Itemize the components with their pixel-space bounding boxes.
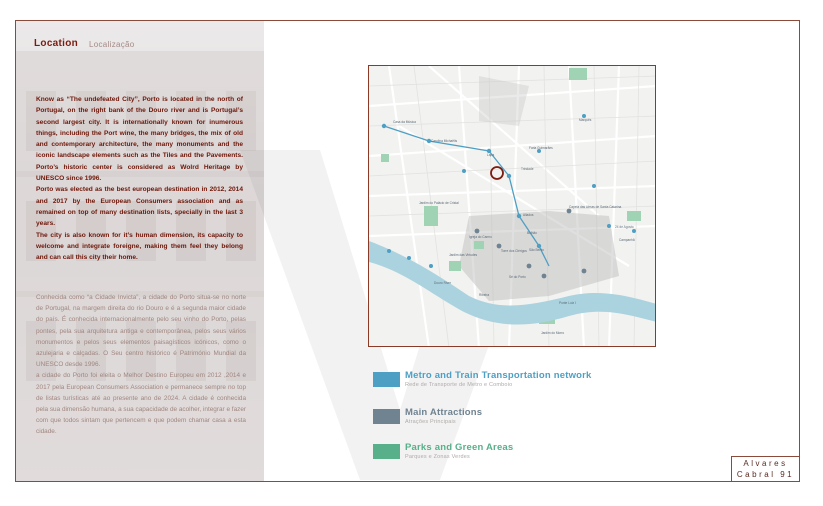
- map-label: Bolhão: [527, 231, 537, 235]
- map-label: Marquês: [579, 118, 592, 122]
- map-label: Campanhã: [619, 238, 635, 242]
- map-label: Ponte Luiz I: [559, 301, 576, 305]
- city-map[interactable]: [368, 65, 656, 347]
- legend-subtitle: Atrações Principais: [405, 419, 456, 425]
- map-label: Faria Guimarães: [529, 146, 553, 150]
- map-label: Sé do Porto: [509, 275, 526, 279]
- logo-line1: Alvares: [743, 459, 788, 468]
- legend-title: Parks and Green Areas: [405, 442, 514, 453]
- en-paragraph: Porto was elected as the best european destination in 2012, 2014 and 2017 by the European Consumers association and as remained on top of many destination lists, specially in the last 3 years.: [36, 186, 243, 228]
- map-label: Igreja do Carmo: [469, 235, 492, 239]
- pt-paragraph: Conhecida como “a Cidade Invicta”, a cidade do Porto situa-se no norte de Portugal, na margem direita do rio Douro e é a segunda maior cidade do país. É conhecida internacionalmente pelo seu vinho do Porto, pelas pontes, pela sua arquitetura antiga e contemporânea, pelos seus vários monumentos e pelos seus elementos paisagísticos icónicos, como o azulejaria e calçadas. O Seu centro histórico é Património Mundial da UNESCO desde 1996.: [36, 294, 246, 369]
- map-label: Ribeira: [479, 293, 490, 297]
- english-description: [36, 94, 243, 263]
- map-label: Casa da Música: [393, 120, 416, 124]
- legend-subtitle: Rede de Transporte de Metro e Comboio: [405, 382, 513, 388]
- map-label: Jardim do Palácio de Cristal: [419, 201, 459, 205]
- map-label: Jardim das Virtudes: [449, 253, 478, 257]
- portuguese-description: [36, 292, 246, 438]
- legend-title: Metro and Train Transportation network: [405, 370, 592, 381]
- map-label: Carolina Michaëlis: [431, 139, 458, 143]
- en-paragraph: Know as “The undefeated City”, Porto is located in the north of Portugal, on the right bank of the Douro river and is Portugal’s second largest city. It is internationally known for inumerous things, including the Port wine, the many bridges, the mix of old and contemporary architecture, the many monuments and the iconic landscape elements such as the Tiles and the Pavements. Porto’s historic center is considered as Wolrd Heritage by UNESCO since 1996.: [36, 96, 243, 183]
- map-label: Torre dos Clérigos: [501, 249, 527, 253]
- parks-swatch: [373, 444, 400, 459]
- metro-swatch: [373, 372, 400, 387]
- map-graphic: [369, 66, 656, 347]
- map-label: Trindade: [521, 167, 534, 171]
- map-label: São Bento: [529, 248, 544, 252]
- map-label: Lapa: [487, 153, 495, 157]
- map-label: Capela das Almas de Santa Catarina: [569, 205, 622, 209]
- en-paragraph: The city is also known for it’s human dimension, its capacity to welcome and integrate foreigne, making them feel they belong and can call this city their home.: [36, 231, 243, 262]
- legend-title: Main Attractions: [405, 407, 483, 418]
- attractions-swatch: [373, 409, 400, 424]
- logo-line2: Cabral 91: [736, 470, 795, 479]
- map-label: 24 de Agosto: [615, 225, 634, 229]
- section-title-pt: Localização: [89, 40, 135, 49]
- legend-subtitle: Parques e Zonas Verdes: [405, 454, 470, 460]
- section-title: Location: [34, 38, 79, 49]
- map-label: Douro River: [434, 281, 452, 285]
- map-label: Aliados: [523, 213, 534, 217]
- map-label: Jardim do Morro: [541, 331, 565, 335]
- pt-paragraph: a cidade do Porto foi eleita o Melhor Destino Europeu em 2012 ,2014 e 2017 pela European Consumers Association e permanece sempre no top de listas turísticas até ao presente ano de 2024. A cidade é conhecida pela sua dimensão humana, a sua capacidade de acolher, integrar e fazer com que todos sintam que pertencem e que podem chamar casa a esta cidade.: [36, 372, 246, 436]
- brand-logo: [731, 456, 800, 482]
